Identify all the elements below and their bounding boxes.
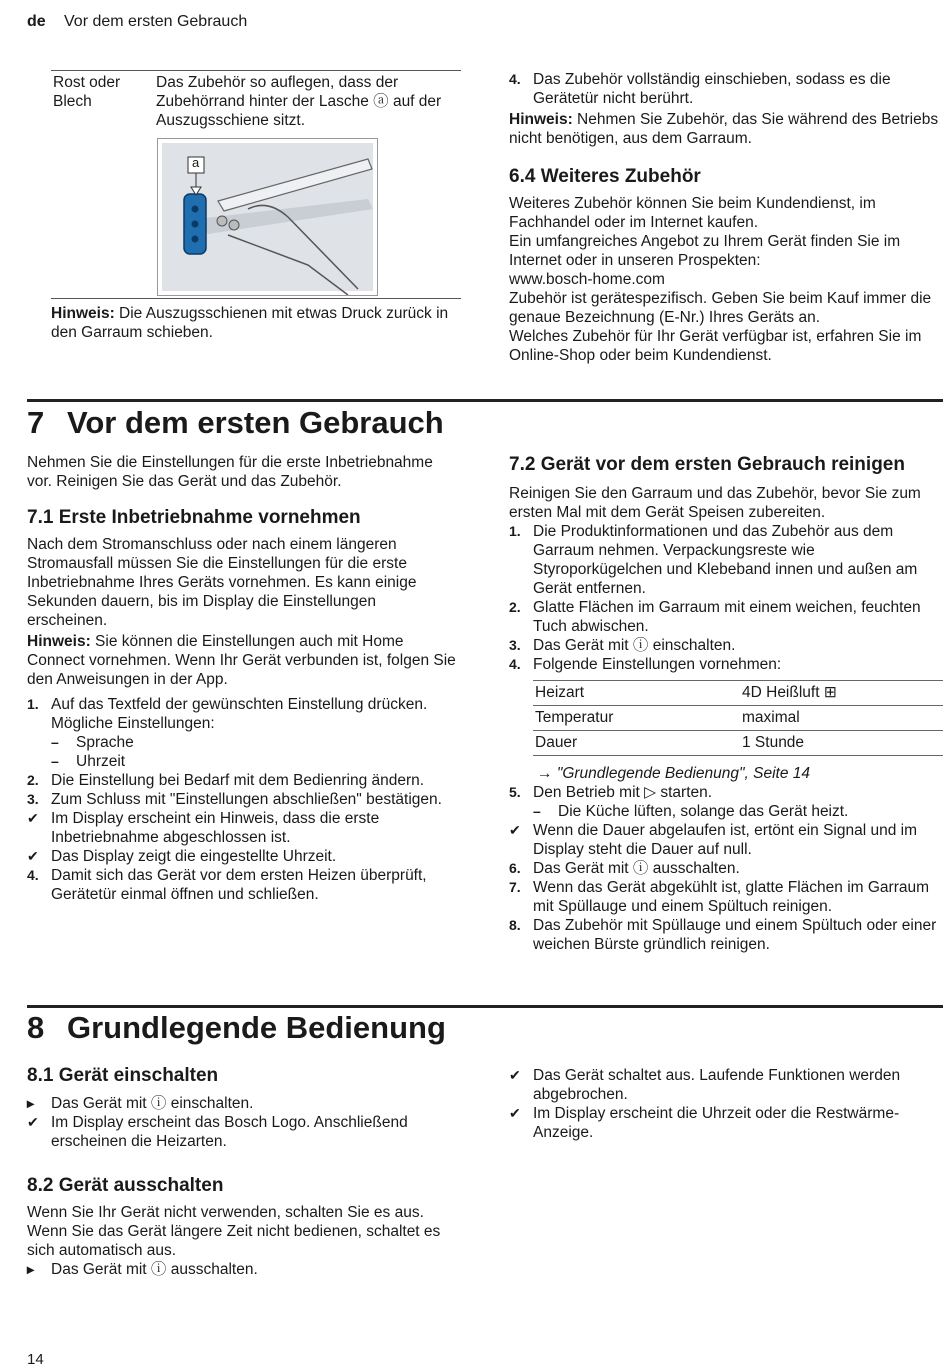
step-marker: 5. <box>509 784 521 800</box>
section-8-right-column <box>509 1066 945 1142</box>
section-title: Vor dem ersten Gebrauch <box>67 405 444 440</box>
note-label: Hinweis: <box>27 633 91 650</box>
list-item <box>27 1094 459 1113</box>
table-row <box>533 731 943 756</box>
rail-illustration-svg <box>158 139 377 295</box>
step-marker: 4. <box>509 656 521 672</box>
heading-8-2: 8.2 Gerät ausschalten <box>27 1175 224 1196</box>
rail-illustration <box>157 138 378 296</box>
steps-list <box>509 522 945 674</box>
checkmark-icon: ✔ <box>509 1067 521 1083</box>
step-text: Auf das Textfeld der gewünschten Einstellung drücken. <box>51 696 428 713</box>
heading-7-1: 7.1 Erste Inbetriebnahme vornehmen <box>27 507 361 528</box>
list-item <box>27 790 459 809</box>
accessory-type-label: Rost oder Blech <box>53 74 121 110</box>
sub-item-text: Sprache <box>76 734 134 751</box>
step-text: Wenn das Gerät abgekühlt ist, glatte Flächen im Garraum mit Spüllauge und einem Spültuch reinigen. <box>533 879 930 915</box>
sub-item <box>51 752 459 771</box>
steps-list <box>27 695 459 904</box>
step-text: Glatte Flächen im Garraum mit einem weichen, feuchten Tuch abwischen. <box>533 599 921 635</box>
top-right-column <box>509 70 945 365</box>
paragraph: Wenn Sie Ihr Gerät nicht verwenden, schalten Sie es aus. Wenn Sie das Gerät längere Zeit nicht bedienen, schaltet es sich automatisch aus. <box>27 1204 441 1259</box>
list-item <box>509 821 945 859</box>
note-text: Nehmen Sie Zubehör, das Sie während des Betriebs nicht benötigen, aus dem Garraum. <box>509 111 939 147</box>
result-text: Wenn die Dauer abgelaufen ist, ertönt ein Signal und im Display steht die Dauer auf null. <box>533 822 918 858</box>
arrow-icon: → <box>537 765 553 782</box>
step-marker: 3. <box>509 637 521 653</box>
list-item <box>509 70 945 108</box>
paragraph: Reinigen Sie den Garraum und das Zubehör, bevor Sie zum ersten Mal mit dem Gerät Speisen zubereiten. <box>509 485 921 521</box>
list-item <box>509 859 945 878</box>
note-text: Die Auszugsschienen mit etwas Druck zurück in den Garraum schieben. <box>51 305 449 341</box>
step-marker: 1. <box>509 523 521 539</box>
note <box>509 110 945 148</box>
section-number: 7 <box>27 405 45 440</box>
table-cell-key: Dauer <box>533 731 740 756</box>
section-7-left-column <box>27 453 459 904</box>
dash-marker: – <box>533 803 541 819</box>
action-marker: ▸ <box>27 1261 35 1277</box>
section-8-heading <box>27 1010 446 1046</box>
dash-marker: – <box>51 753 59 769</box>
section-title: Grundlegende Bedienung <box>67 1010 446 1045</box>
result-text: Im Display erscheint das Bosch Logo. Anschließend erscheinen die Heizarten. <box>51 1114 408 1150</box>
result-text: Das Display zeigt die eingestellte Uhrzeit. <box>51 848 337 865</box>
list-item <box>509 916 945 954</box>
section-intro: Nehmen Sie die Einstellungen für die erste Inbetriebnahme vor. Reinigen Sie das Gerät und das Zubehör. <box>27 454 433 490</box>
list-item <box>509 598 945 636</box>
checkmark-icon: ✔ <box>509 1105 521 1121</box>
result-text: Im Display erscheint die Uhrzeit oder die Restwärme-Anzeige. <box>533 1105 900 1141</box>
paragraph: Zubehör ist gerätespezifisch. Geben Sie beim Kauf immer die genaue Bezeichnung (E-Nr.) Ihres Geräts an. <box>509 290 932 326</box>
paragraph: Ein umfangreiches Angebot zu Ihrem Gerät finden Sie im Internet oder in unseren Prospekten: <box>509 233 901 269</box>
note-label: Hinweis: <box>51 305 115 322</box>
note-label: Hinweis: <box>509 111 573 128</box>
section-8-rule <box>27 1005 943 1008</box>
list-item <box>509 522 945 598</box>
section-number: 8 <box>27 1010 45 1045</box>
step-text: Folgende Einstellungen vornehmen: <box>533 656 782 673</box>
step-number: 4. <box>509 71 521 87</box>
list-item <box>509 878 945 916</box>
step-text: Die Einstellung bei Bedarf mit dem Bedienring ändern. <box>51 772 425 789</box>
list-item <box>509 655 945 674</box>
list-item <box>27 771 459 790</box>
list-item <box>27 695 459 771</box>
step-marker: 1. <box>27 696 39 712</box>
sub-title: Mögliche Einstellungen: <box>51 715 215 732</box>
rail-note <box>51 304 456 342</box>
table-cell-key: Temperatur <box>533 706 740 731</box>
language-code: de <box>27 13 46 30</box>
sub-item <box>51 733 459 752</box>
running-header-title: Vor dem ersten Gebrauch <box>64 13 248 30</box>
list-item <box>27 1113 459 1151</box>
checkmark-icon: ✔ <box>27 848 39 864</box>
result-text: Das Gerät schaltet aus. Laufende Funktionen werden abgebrochen. <box>533 1067 901 1103</box>
paragraph: Nach dem Stromanschluss oder nach einem längeren Stromausfall müssen Sie die Einstellungen für die erste Inbetriebnahme Ihres Geräts vornehmen. Es kann einige Sekunden dauern, bis im Display die Einstellungen erscheinen. <box>27 536 417 629</box>
step-marker: 2. <box>27 772 39 788</box>
section-7-right-column <box>509 453 945 954</box>
sub-item <box>533 802 945 821</box>
section-7-heading <box>27 405 444 441</box>
action-marker: ▸ <box>27 1095 35 1111</box>
figure-callout-a: a <box>192 155 200 170</box>
heading-7-2: 7.2 Gerät vor dem ersten Gebrauch reinigen <box>509 454 905 475</box>
settings-table <box>533 680 943 756</box>
step-marker: 4. <box>27 867 39 883</box>
table-row <box>533 706 943 731</box>
note-top-rule <box>51 298 461 299</box>
list-item <box>27 847 459 866</box>
note <box>27 632 459 689</box>
step-marker: 3. <box>27 791 39 807</box>
step-text: Das Zubehör mit Spüllauge und einem Spültuch oder einer weichen Bürste gründlich reinigen. <box>533 917 937 953</box>
list-item <box>509 1066 945 1104</box>
dash-marker: – <box>51 734 59 750</box>
checkmark-icon: ✔ <box>27 810 39 826</box>
step-text: Das Gerät mit ⓘ ausschalten. <box>51 1261 258 1278</box>
result-text: Im Display erscheint ein Hinweis, dass die erste Inbetriebnahme abgeschlossen ist. <box>51 810 380 846</box>
list-item <box>27 866 459 904</box>
list-item <box>27 1260 459 1279</box>
list-item <box>509 783 945 821</box>
table-cell-value: maximal <box>740 706 943 731</box>
accessory-instruction: Das Zubehör so auflegen, dass der Zubehörrand hinter der Lasche ⓐ auf der Auszugsschiene sitzt. <box>156 74 442 129</box>
step-text: Das Zubehör vollständig einschieben, sodass es die Gerätetür nicht berührt. <box>533 71 891 107</box>
table-top-rule <box>51 70 461 71</box>
cross-reference[interactable] <box>509 764 945 783</box>
section-8-left-column <box>27 1064 459 1279</box>
list-item <box>509 1104 945 1142</box>
step-text: Das Gerät mit ⓘ einschalten. <box>51 1095 254 1112</box>
table-row <box>533 681 943 706</box>
step-marker: 6. <box>509 860 521 876</box>
step-marker: 2. <box>509 599 521 615</box>
heading-8-1: 8.1 Gerät einschalten <box>27 1065 219 1086</box>
table-cell-key: Heizart <box>533 681 740 706</box>
page-number: 14 <box>27 1351 44 1368</box>
step-text: Zum Schluss mit "Einstellungen abschließen" bestätigen. <box>51 791 442 808</box>
checkmark-icon: ✔ <box>509 822 521 838</box>
paragraph: Weiteres Zubehör können Sie beim Kundendienst, im Fachhandel oder im Internet kaufen. <box>509 195 876 231</box>
step-text: Damit sich das Gerät vor dem ersten Heizen überprüft, Gerätetür einmal öffnen und schließen. <box>51 867 427 903</box>
step-text: Das Gerät mit ⓘ einschalten. <box>533 637 736 654</box>
step-text: Das Gerät mit ⓘ ausschalten. <box>533 860 740 877</box>
cross-reference-link[interactable]: "Grundlegende Bedienung", Seite 14 <box>556 765 810 782</box>
section-7-rule <box>27 399 943 402</box>
step-text: Die Produktinformationen und das Zubehör aus dem Garraum nehmen. Verpackungsreste wie Styroporkügelchen und Klebeband innen und außen am Gerät entfernen. <box>533 523 918 597</box>
step-text: Den Betrieb mit ▷ starten. <box>533 784 713 801</box>
website-url: www.bosch-home.com <box>509 271 665 288</box>
list-item <box>27 809 459 847</box>
paragraph: Welches Zubehör für Ihr Gerät verfügbar ist, erfahren Sie im Online-Shop oder beim Kundendienst. <box>509 328 922 364</box>
sub-item-text: Die Küche lüften, solange das Gerät heizt. <box>558 803 849 820</box>
sub-item-text: Uhrzeit <box>76 753 126 770</box>
note-text: Sie können die Einstellungen auch mit Home Connect vornehmen. Wenn Ihr Gerät verbunden ist, folgen Sie den Anweisungen in der App. <box>27 633 456 688</box>
steps-list <box>509 783 945 954</box>
step-marker: 8. <box>509 917 521 933</box>
checkmark-icon: ✔ <box>27 1114 39 1130</box>
step-marker: 7. <box>509 879 521 895</box>
steps-list <box>27 1094 459 1151</box>
heading-6-4: 6.4 Weiteres Zubehör <box>509 166 701 187</box>
table-cell-value: 4D Heißluft ⊞ <box>740 681 943 706</box>
table-cell-value: 1 Stunde <box>740 731 943 756</box>
list-item <box>509 636 945 655</box>
